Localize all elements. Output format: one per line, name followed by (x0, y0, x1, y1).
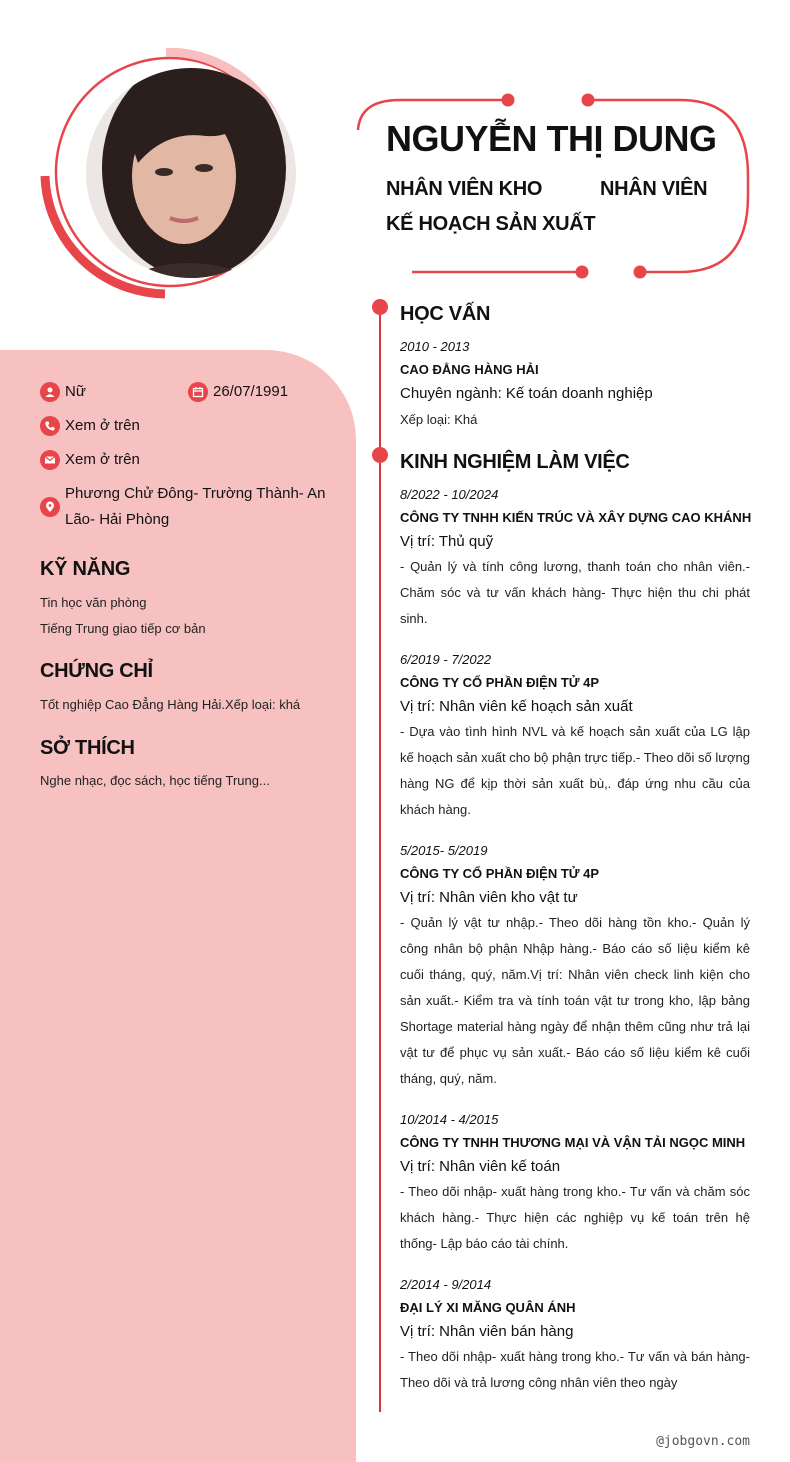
certificates-title: CHỨNG CHỈ (40, 660, 153, 682)
birthday-value: 26/07/1991 (213, 383, 289, 400)
job-period: 10/2014 - 4/2015 (400, 1112, 499, 1127)
address-value (65, 481, 335, 533)
job-company: CÔNG TY TNHH THƯƠNG MẠI VÀ VẬN TẢI NGỌC MINH (400, 1135, 746, 1150)
job-role: Vị trí: Nhân viên kế hoạch sản xuất (400, 698, 633, 715)
job-company: CÔNG TY CỔ PHẦN ĐIỆN TỬ 4P (400, 866, 600, 881)
certificate-item: Tốt nghiệp Cao Đẳng Hàng Hải.Xếp loại: khá (40, 697, 301, 712)
mail-icon (40, 450, 60, 470)
calendar-icon (188, 382, 208, 402)
hobby-item: Nghe nhạc, đọc sách, học tiếng Trung... (40, 773, 270, 788)
job-company: ĐẠI LÝ XI MĂNG QUÂN ÁNH (400, 1300, 576, 1315)
job-role: Vị trí: Nhân viên kho vật tư (400, 889, 578, 906)
job-description: - Quản lý vật tư nhập.- Theo dõi hàng tồn kho.- Quản lý công nhân bộ phận Nhập hàng.- Báo cáo số liệu kiểm kê cuối tháng, quý, năm.Vị trí: Nhân viên check linh kiện cho sản xuất.- Kiểm tra và tính toán vật tư trong kho, lập bảng Shortage material hàng ngày để nhận thêm cũng như trả lại vật tư để phục vụ sản xuất.- Báo cáo số liệu kiểm kê cuối tháng, quý, năm. (400, 915, 750, 1086)
address-line-2: Lão- Hải Phòng (65, 511, 170, 528)
education-grade: Xếp loại: Khá (400, 412, 478, 427)
experience-title: KINH NGHIỆM LÀM VIỆC (400, 451, 630, 473)
education-period: 2010 - 2013 (400, 339, 470, 354)
job-title-3: KẾ HOẠCH SẢN XUẤT (386, 213, 596, 235)
avatar (86, 68, 296, 278)
skill-item: Tiếng Trung giao tiếp cơ bản (40, 621, 206, 636)
job-title-2: NHÂN VIÊN (600, 178, 708, 200)
hobbies-title: SỞ THÍCH (40, 737, 135, 759)
job-description: - Theo dõi nhập- xuất hàng trong kho.- Tư vấn và bán hàng- Theo dõi và trả lương công nhân viên theo ngày (400, 1349, 750, 1390)
email-value[interactable]: Xem ở trên (65, 451, 140, 468)
education-major: Chuyên ngành: Kế toán doanh nghiệp (400, 385, 653, 402)
job-period: 5/2015- 5/2019 (400, 843, 488, 858)
job-role: Vị trí: Thủ quỹ (400, 533, 494, 550)
job-company: CÔNG TY TNHH KIẾN TRÚC VÀ XÂY DỰNG CAO KHÁNH (400, 510, 752, 525)
school-name: CAO ĐẲNG HÀNG HẢI (400, 362, 539, 377)
timeline-dot-experience (372, 447, 388, 463)
phone-value[interactable]: Xem ở trên (65, 417, 140, 434)
avatar-frame (38, 48, 294, 304)
job-role: Vị trí: Nhân viên bán hàng (400, 1323, 574, 1340)
job-description: - Dựa vào tình hình NVL và kế hoạch sản xuất của LG lập kế hoạch sản xuất cho bộ phận trực tiếp.- Theo dõi số lượng hàng NG để kịp thời sản xuất bù,. đáp ứng nhu cầu của khách hàng. (400, 724, 750, 817)
skill-item: Tin học văn phòng (40, 595, 147, 610)
timeline-line (379, 306, 381, 1412)
location-icon (40, 497, 60, 517)
job-description: - Quản lý và tính công lương, thanh toán cho nhân viên.- Chăm sóc và tư vấn khách hàng- Thực hiện thu chi phát sinh. (400, 559, 750, 626)
timeline-dot-education (372, 299, 388, 315)
job-period: 6/2019 - 7/2022 (400, 652, 492, 667)
portrait-photo (86, 68, 296, 278)
phone-icon (40, 416, 60, 436)
gender-value: Nữ (65, 383, 86, 400)
address-line-1: Phương Chử Đông- Trường Thành- An (65, 485, 326, 502)
job-title-1: NHÂN VIÊN KHO (386, 178, 543, 200)
job-period: 2/2014 - 9/2014 (400, 1277, 492, 1292)
candidate-name: NGUYỄN THỊ DUNG (386, 118, 717, 159)
site-watermark: @jobgovn.com (656, 1434, 750, 1449)
job-period: 8/2022 - 10/2024 (400, 487, 499, 502)
job-role: Vị trí: Nhân viên kế toán (400, 1158, 561, 1175)
skills-title: KỸ NĂNG (40, 558, 131, 580)
job-description: - Theo dõi nhập- xuất hàng trong kho.- Tư vấn và chăm sóc khách hàng.- Thực hiện các nghiệp vụ kế toán trên hệ thống- Lập báo cáo tài chính. (400, 1184, 750, 1251)
education-title: HỌC VẤN (400, 303, 491, 325)
user-icon (40, 382, 60, 402)
job-company: CÔNG TY CỔ PHẦN ĐIỆN TỬ 4P (400, 675, 600, 690)
